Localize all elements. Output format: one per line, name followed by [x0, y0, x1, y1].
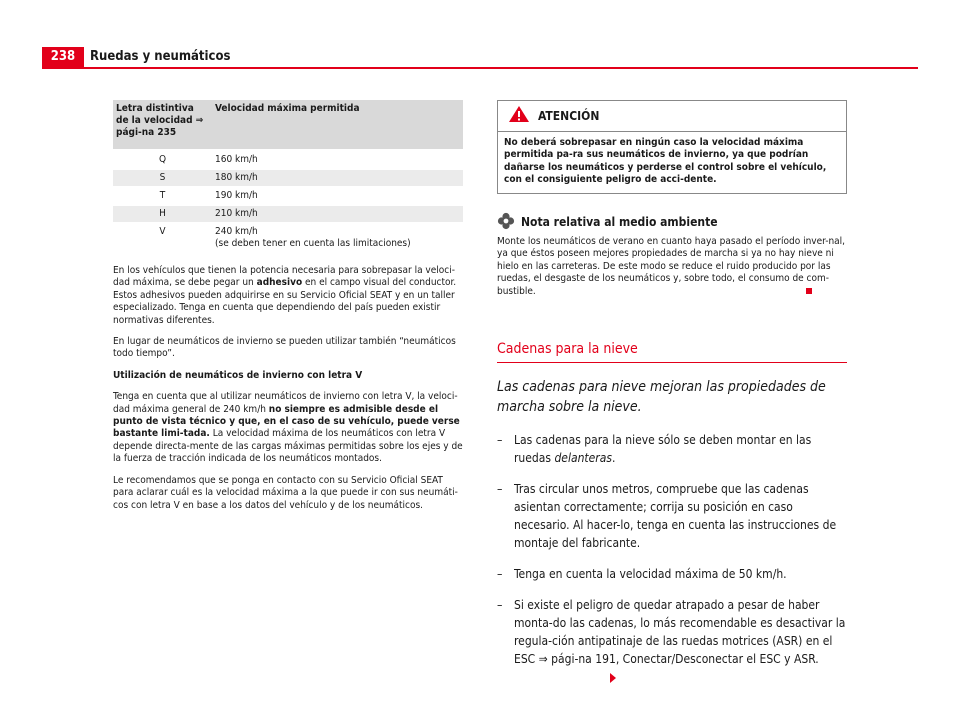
speed-table: [113, 100, 463, 252]
right-column: [497, 100, 847, 699]
speed-value: 190 km/h: [212, 187, 463, 205]
environment-note: [497, 212, 847, 298]
text-run: En los vehículos que tienen la potencia necesaria para sobrepasar la veloci-dad máxima, se debe pegar un: [113, 265, 455, 289]
speed-value-cell: [212, 223, 463, 252]
dash-bullet: –: [497, 598, 503, 613]
warning-triangle-icon: [508, 105, 530, 127]
environment-header: [497, 212, 847, 232]
table-row: [113, 205, 463, 223]
speed-letter: T: [113, 187, 212, 205]
text-run: Monte los neumáticos de verano en cuanto haya pasado el período inver-nal, ya que éstos poseen mejores propiedades de marcha si ya no hay nieve ni hielo en las carreteras. De este modo se reduce el ruido producido por las ruedas, el desgaste de los neumáticos y, sobre todo, el consumo de com-bustible.: [497, 236, 846, 297]
list-item: [497, 431, 847, 467]
column-header: Velocidad máxima permitida: [212, 100, 463, 149]
header-rule: [42, 67, 918, 69]
table-row: [113, 149, 463, 169]
text-run: Tenga en cuenta la velocidad máxima de 50 km/h.: [514, 567, 787, 582]
text-run-bold: no siempre es admisible desde el punto de vista técnico y que, en el caso de su vehículo, puede verse bastante limi-tada.: [113, 403, 460, 440]
page-number: 238: [42, 47, 84, 67]
speed-value: 240 km/h: [215, 226, 258, 237]
speed-letter: V: [159, 226, 166, 237]
speed-letter: Q: [113, 149, 212, 169]
list-item: [497, 480, 847, 552]
dash-bullet: –: [497, 567, 503, 582]
column-header: Letra distintiva de la velocidad ⇒ pági-na 235: [113, 100, 212, 149]
speed-letter: H: [113, 205, 212, 223]
text-run: Tenga en cuenta que al utilizar neumáticos de invierno con letra V, la veloci-dad máxima general de 240 km/h: [113, 391, 458, 415]
list-item: [497, 596, 847, 686]
section-lead: Las cadenas para nieve mejoran las propiedades de marcha sobre la nieve.: [497, 379, 826, 416]
speed-note: (se deben tener en cuenta las limitaciones): [215, 238, 411, 249]
text-run: Las cadenas para la nieve sólo se deben montar en las ruedas: [514, 433, 812, 466]
continue-arrow-icon: [610, 673, 616, 683]
warning-text: No deberá sobrepasar en ningún caso la velocidad máxima permitida pa-ra sus neumáticos de invierno, ya que podrían dañarse los neumáticos y perderse el control sobre el vehículo, con el consiguiente peligro de acci-dente.: [504, 137, 827, 186]
text-run: Si existe el peligro de quedar atrapado a pesar de haber monta-do las cadenas, lo más recomendable es desactivar la regula-ción antipatinaje de las ruedas motrices (ASR) en el ESC ⇒ pági-na 191, Conectar/Desconectar el ESC y ASR.: [514, 598, 846, 667]
paragraph-recommend: Le recomendamos que se ponga en contacto con su Servicio Oficial SEAT para aclarar cuál es la velocidad máxima a la que puede ir con sus neumáti-cos con letra V en base a los datos del vehículo y de los neumáticos.: [113, 474, 458, 511]
text-run: .: [611, 451, 616, 466]
instruction-list: [497, 431, 847, 686]
paragraph-adhesive: [113, 265, 463, 327]
environment-text: [497, 236, 847, 298]
text-run: La velocidad máxima de los neumáticos con letra V depende directa-mente de las cargas máximas permitidas sobre los ejes y de la fuerza de tracción indicada de los neumáticos montados.: [113, 428, 463, 465]
environment-label: Nota relativa al medio ambiente: [521, 214, 718, 229]
dash-bullet: –: [497, 482, 503, 497]
table-row: [113, 169, 463, 187]
dash-bullet: –: [497, 433, 503, 448]
section-end-marker: [806, 288, 812, 294]
text-run-bold: adhesivo: [256, 277, 303, 289]
paragraph-all-season: En lugar de neumáticos de invierno se pueden utilizar también “neumáticos todo tiempo”.: [113, 336, 456, 360]
speed-value: 210 km/h: [212, 205, 463, 223]
speed-value: 160 km/h: [212, 149, 463, 169]
list-item: [497, 565, 847, 583]
paragraph-v-letter: [113, 391, 463, 465]
environment-flower-icon: [497, 212, 515, 232]
section-title: Cadenas para la nieve: [497, 340, 847, 363]
warning-box: [497, 100, 847, 194]
subheading-text: Utilización de neumáticos de invierno con letra V: [113, 369, 363, 381]
left-column: [113, 100, 463, 521]
table-row: [113, 223, 463, 252]
text-run: Tras circular unos metros, compruebe que las cadenas asientan correctamente; corrija su posición en caso necesario. Al hacer-lo, tenga en cuenta las instrucciones de montaje del fabricante.: [514, 482, 837, 551]
subheading: [113, 370, 463, 382]
text-run-italic: delanteras: [554, 451, 612, 466]
speed-value: 180 km/h: [212, 169, 463, 187]
warning-header: [498, 101, 846, 132]
table-row: [113, 187, 463, 205]
speed-letter: S: [113, 169, 212, 187]
page-title: Ruedas y neumáticos: [90, 49, 231, 64]
text-run: en el campo visual del conductor. Estos adhesivos pueden adquirirse en su Servicio Oficial SEAT y en un taller especializado. Tenga en cuenta que dependiendo del país pueden existir normativas diferentes.: [113, 277, 457, 326]
table-header-row: [113, 100, 463, 149]
warning-label: ATENCIÓN: [538, 108, 600, 123]
